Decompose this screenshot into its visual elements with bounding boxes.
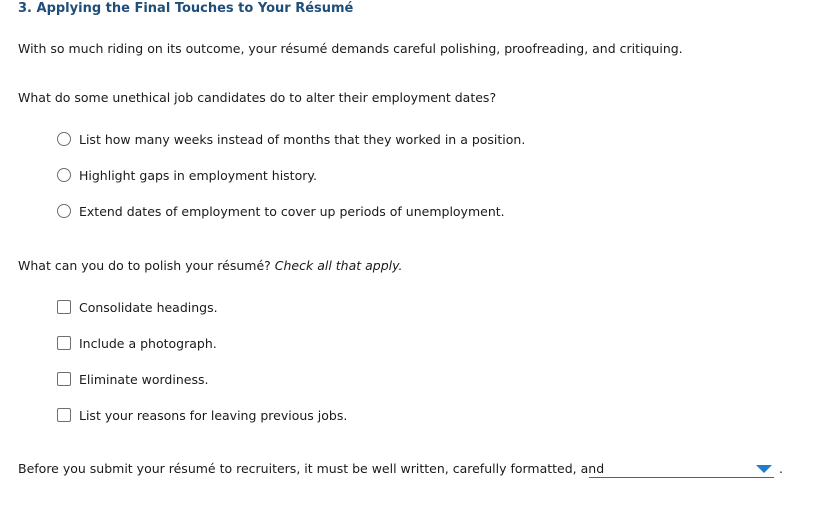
radio-button[interactable]: [57, 132, 71, 146]
radio-option-label: Highlight gaps in employment history.: [79, 167, 317, 183]
checkbox-option-3[interactable]: [57, 370, 208, 388]
checkbox[interactable]: [57, 372, 71, 386]
radio-option-label: List how many weeks instead of months that they worked in a position.: [79, 131, 526, 147]
sentence-period: .: [779, 461, 783, 476]
radio-option-label: Extend dates of employment to cover up periods of unemployment.: [79, 203, 505, 219]
question-2-prompt: What can you do to polish your résumé?: [18, 258, 271, 273]
question-2-hint: Check all that apply.: [274, 258, 403, 273]
checkbox-option-4[interactable]: [57, 406, 347, 424]
checkbox-option-2[interactable]: [57, 334, 217, 352]
radio-option-3[interactable]: [57, 202, 505, 220]
question-title: 3. Applying the Final Touches to Your Résumé: [18, 1, 354, 16]
radio-button[interactable]: [57, 168, 71, 182]
question-2-text: [18, 257, 403, 275]
dropdown-arrow-icon[interactable]: [756, 465, 772, 473]
radio-option-1[interactable]: [57, 130, 525, 148]
checkbox-option-label: List your reasons for leaving previous jobs.: [79, 407, 348, 423]
checkbox[interactable]: [57, 408, 71, 422]
checkbox-option-label: Include a photograph.: [79, 335, 217, 351]
question-3-text: Before you submit your résumé to recruiters, it must be well written, carefully formatted, and: [18, 461, 605, 476]
checkbox[interactable]: [57, 336, 71, 350]
checkbox-option-1[interactable]: [57, 298, 218, 316]
checkbox-option-label: Eliminate wordiness.: [79, 371, 209, 387]
radio-button[interactable]: [57, 204, 71, 218]
question-1-text: What do some unethical job candidates do to alter their employment dates?: [18, 90, 497, 105]
radio-option-2[interactable]: [57, 166, 317, 184]
intro-text: With so much riding on its outcome, your résumé demands careful polishing, proofreading, and critiquing.: [18, 41, 683, 56]
answer-dropdown[interactable]: [589, 460, 774, 478]
checkbox-option-label: Consolidate headings.: [79, 299, 218, 315]
checkbox[interactable]: [57, 300, 71, 314]
